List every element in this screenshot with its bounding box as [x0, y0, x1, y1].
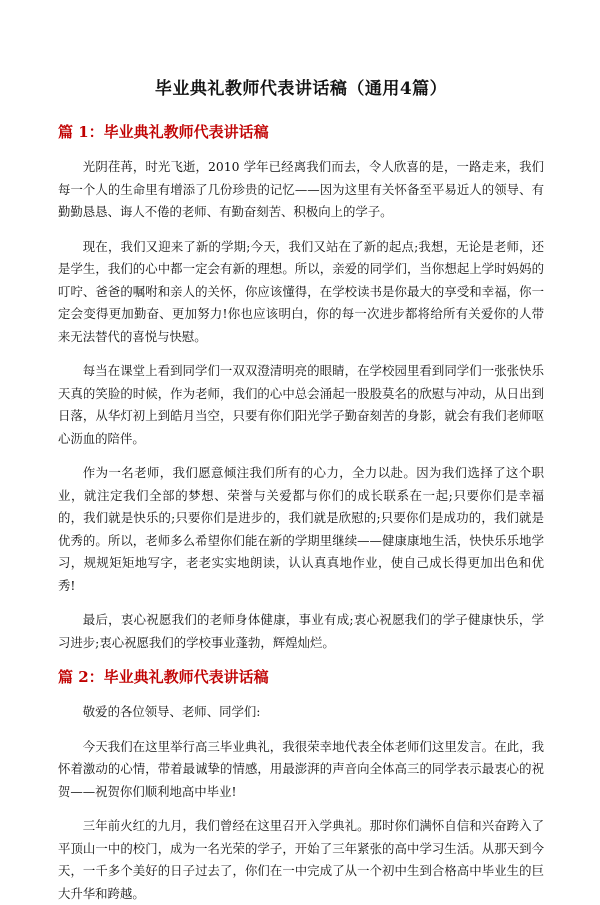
section-1-paragraph-1: 光阴荏苒，时光飞逝，2010 学年已经离我们而去，令人欣喜的是，一路走来，我们每一个人的生命里有增添了几份珍贵的记忆——因为这里有关怀备至平易近人的领导、有勤勤恳恳、诲人不倦的老师、有勤奋刻苦、积极向上的学子。: [58, 159, 544, 219]
section-1-paragraph-5: 最后，衷心祝愿我们的老师身体健康，事业有成;衷心祝愿我们的学子健康快乐，学习进步;衷心祝愿我们的学校事业蓬勃，辉煌灿烂。: [58, 612, 544, 650]
section-1-paragraph-4: 作为一名老师，我们愿意倾注我们所有的心力，全力以赴。因为我们选择了这个职业，就注定我们全部的梦想、荣誉与关爱都与你们的成长联系在一起;只要你们是幸福的，我们就是快乐的;只要你们是进步的，我们就是欣慰的;只要你们是成功的，我们就是优秀的。所以，老师多么希望你们能在新的学期里继续——健康康地生活，快快乐乐地学习，规规矩矩地写字，老老实实地朗读，认认真真地作业，使自己成长得更加出色和优秀!: [58, 465, 544, 593]
section-2-heading: 篇 2：毕业典礼教师代表讲话稿: [58, 668, 269, 686]
section-2-paragraph-3: 三年前火红的九月，我们曾经在这里召开入学典礼。那时你们满怀自信和兴奋跨入了平顶山一中的校门，成为一名光荣的学子，开始了三年紧张的高中学习生活。从那天到今天，一千多个美好的日子过去了，你们在一中完成了从一个初中生到合格高中毕业生的巨大升华和跨越。: [58, 818, 544, 901]
document-title: 毕业典礼教师代表讲话稿（通用4篇）: [154, 79, 448, 99]
section-1-paragraph-2: 现在，我们又迎来了新的学期;今天，我们又站在了新的起点;我想，无论是老师，还是学生，我们的心中都一定会有新的理想。所以，亲爱的同学们，当你想起上学时妈妈的叮咛、爸爸的嘱咐和亲人的关怀，你应该懂得，在学校读书是你最大的享受和幸福，你一定会变得更加勤奋、更加努力!你也应该明白，你的每一次进步都将给所有关爱你的人带来无法替代的喜悦与快慰。: [58, 238, 544, 344]
section-1-heading: 篇 1：毕业典礼教师代表讲话稿: [58, 123, 269, 141]
section-1-paragraph-3: 每当在课堂上看到同学们一双双澄清明亮的眼睛，在学校园里看到同学们一张张快乐天真的笑脸的时候，作为老师，我们的心中总会涌起一股股莫名的欣慰与冲动，从日出到日落，从华灯初上到皓月当空，只要有你们阳光学子勤奋刻苦的身影，就会有我们老师呕心沥血的陪伴。: [58, 363, 544, 446]
section-2-paragraph-1: 敬爱的各位领导、老师、同学们:: [82, 704, 261, 719]
section-1: [58, 121, 544, 654]
section-2-paragraph-2: 今天我们在这里举行高三毕业典礼，我很荣幸地代表全体老师们这里发言。在此，我怀着激动的心情，带着最诚挚的情感，用最澎湃的声音向全体高三的同学表示最衷心的祝贺——祝贺你们顺利地高中毕业!: [58, 738, 544, 799]
section-2: [58, 666, 544, 905]
